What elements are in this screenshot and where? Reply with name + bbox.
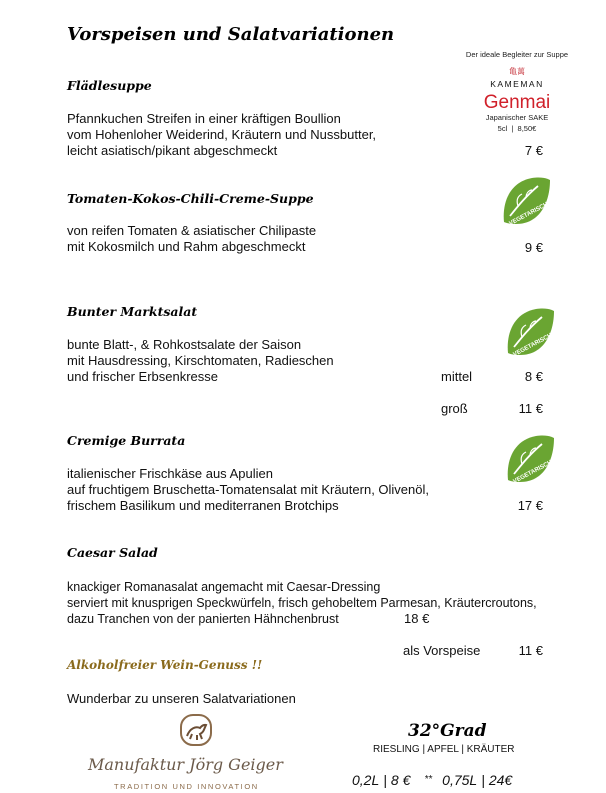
product-size: 0,75L: [442, 772, 478, 788]
page-title: Vorspeisen und Salatvariationen: [67, 24, 395, 45]
sake-product: Genmai: [483, 92, 551, 113]
dish-description-marktsalat: [67, 337, 437, 385]
dish-price: 7 €: [524, 143, 543, 158]
size-label-vorspeise: als Vorspeise: [403, 643, 481, 658]
product-varieties: RIESLING | APFEL | KRÄUTER: [373, 744, 515, 755]
description-line: auf fruchtigem Bruschetta-Tomatensalat mit Kräutern, Olivenöl,: [67, 482, 429, 497]
dish-description-tomaten-suppe: [67, 223, 447, 255]
description-line: leicht asiatisch/pikant abgeschmeckt: [67, 143, 278, 158]
manufaktur-name: Manufaktur Jörg Geiger: [88, 755, 283, 774]
product-prices: 0,2L | 8 € ** 0,75L | 24€: [352, 772, 513, 788]
manufaktur-logo-icon: [178, 712, 214, 748]
dish-title-tomaten-suppe: Tomaten-Kokos-Chili-Creme-Suppe: [67, 191, 314, 206]
alkoholfrei-text: Wunderbar zu unseren Salatvariationen: [67, 691, 296, 706]
description-line: bunte Blatt-, & Rohkostsalate der Saison: [67, 337, 302, 352]
dish-description-caesar-salad: [67, 579, 603, 627]
size-label-mittel: mittel: [441, 369, 473, 384]
description-line: vom Hohenloher Weiderind, Kräutern und Nussbutter,: [67, 127, 377, 142]
dish-price: 18 €: [404, 611, 430, 626]
dish-title-flaedlesuppe: Flädlesuppe: [67, 78, 152, 93]
description-line: italienischer Frischkäse aus Apulien: [67, 466, 273, 481]
dish-title-marktsalat: Bunter Marktsalat: [67, 304, 198, 319]
description-line: Pfannkuchen Streifen in einer kräftigen Boullion: [67, 111, 341, 126]
description-line: und frischer Erbsenkresse: [67, 369, 219, 384]
description-line: mit Kokosmilch und Rahm abgeschmeckt: [67, 239, 306, 254]
price-separator: **: [424, 774, 433, 785]
badge-text: VEGETARISCH: [508, 201, 550, 228]
dish-description-flaedlesuppe: [67, 111, 447, 159]
vegetarian-badge-icon: [500, 430, 558, 488]
description-line: frischem Basilikum und mediterranen Brotchips: [67, 498, 339, 513]
dish-price: 17 €: [517, 498, 543, 513]
description-line: knackiger Romanasalat angemacht mit Caesar-Dressing: [67, 580, 381, 594]
dish-title-burrata: Cremige Burrata: [67, 433, 186, 448]
vegetarian-badge-icon: [500, 303, 558, 361]
sake-ad: [452, 50, 582, 133]
badge-text: VEGETARISCH: [512, 332, 554, 359]
dish-price: 8 €: [524, 369, 543, 384]
dish-title-caesar-salad: Caesar Salad: [67, 545, 158, 560]
product-name: 32°Grad: [408, 721, 487, 741]
dish-price: 9 €: [524, 240, 543, 255]
size-label-gross: groß: [441, 401, 468, 416]
sake-intro: Der ideale Begleiter zur Suppe: [465, 50, 569, 59]
product-price: 8 €: [390, 772, 411, 788]
product-price: 24€: [488, 772, 513, 788]
sake-type: Japanischer SAKE: [485, 113, 549, 122]
description-line: dazu Tranchen von der panierten Hähnchenbrust: [67, 612, 339, 626]
dish-price: 11 €: [518, 401, 543, 416]
dish-price: 11 €: [518, 643, 543, 658]
sake-size-price: 5cl | 8,50€: [497, 124, 537, 133]
manufaktur-tagline: TRADITION UND INNOVATION: [114, 782, 259, 791]
sake-brand: KAMEMAN: [490, 79, 544, 89]
description-line: serviert mit knusprigen Speckwürfeln, frisch gehobeltem Parmesan, Kräutercroutons,: [67, 596, 537, 610]
product-size: 0,2L: [352, 772, 380, 788]
vegetarian-badge-icon: [496, 172, 554, 230]
sake-logo: 亀萬: [509, 67, 525, 76]
description-line: mit Hausdressing, Kirschtomaten, Radieschen: [67, 353, 334, 368]
badge-text: VEGETARISCH: [512, 459, 554, 486]
alkoholfrei-title: Alkoholfreier Wein-Genuss !!: [67, 658, 263, 672]
description-line: von reifen Tomaten & asiatischer Chilipaste: [67, 223, 317, 238]
dish-description-burrata: [67, 466, 487, 514]
